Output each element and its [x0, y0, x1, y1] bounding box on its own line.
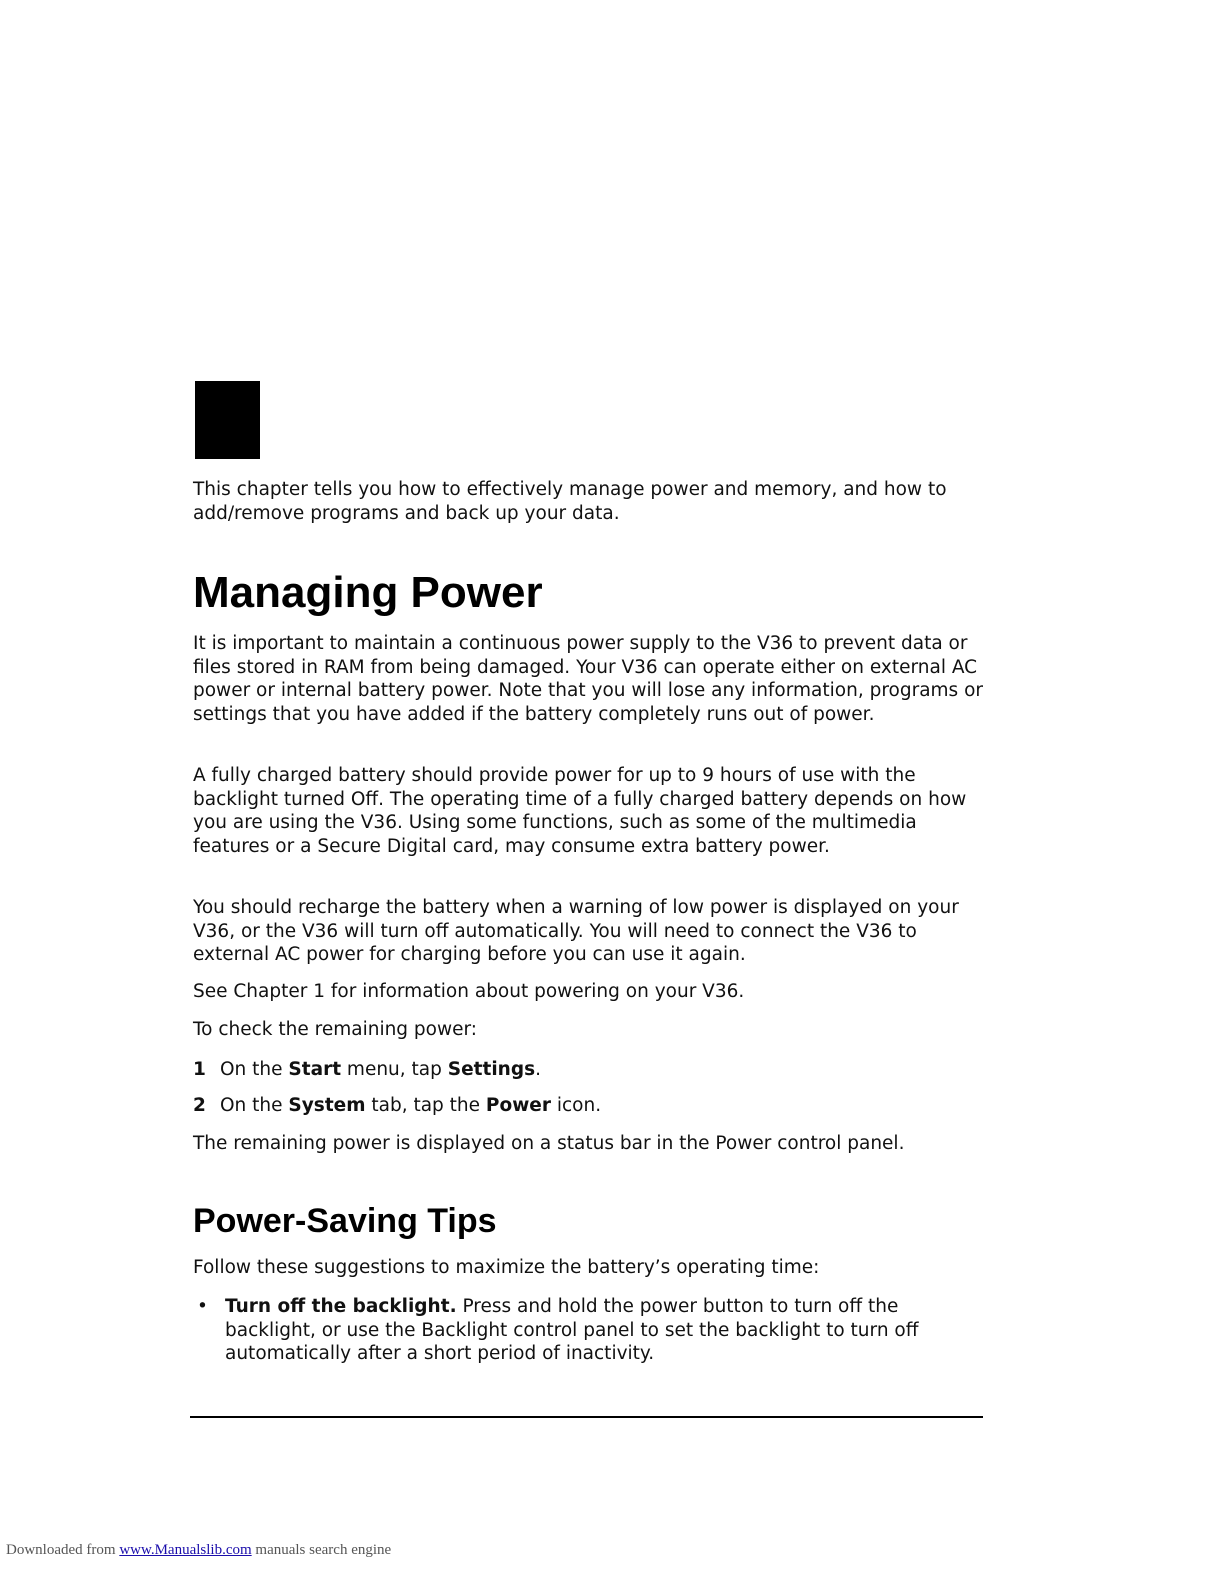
step-text: . [535, 1059, 541, 1080]
chapter-marker-block [195, 381, 260, 459]
bullet-text [225, 1295, 985, 1366]
step-text: menu, tap [341, 1059, 448, 1080]
footer-suffix: manuals search engine [251, 1542, 392, 1558]
step-bold-term: Settings [447, 1059, 536, 1080]
step-1 [193, 1058, 983, 1082]
step-bold-term: System [288, 1095, 366, 1116]
paragraph-power-supply: It is important to maintain a continuous power supply to the V36 to prevent data or files stored in RAM from being damaged. Your V36 can operate either on external AC power or internal battery power. Note that you will lose any information, programs or settings that you have added if the battery completely runs out of power. [193, 633, 983, 725]
step-bold-term: Power [485, 1095, 551, 1116]
footer-prefix: Downloaded from [6, 1542, 120, 1558]
paragraph-check-power: To check the remaining power: [193, 1019, 478, 1040]
chapter-intro: This chapter tells you how to effectively manage power and memory, and how to add/remove programs and back up your data. [193, 479, 947, 524]
paragraph-status-bar: The remaining power is displayed on a status bar in the Power control panel. [193, 1133, 905, 1154]
step-text: tab, tap the [365, 1095, 486, 1116]
step-number: 1 [193, 1059, 206, 1080]
bullet-bold-term: Turn off the backlight. [225, 1296, 457, 1317]
bullet-dot-icon: • [197, 1296, 208, 1317]
footer-rule [190, 1416, 983, 1418]
paragraph-battery-life: A fully charged battery should provide power for up to 9 hours of use with the backlight turned Off. The operating time of a fully charged battery depends on how you are using the V36. Using some functions, such as some of the multimedia features or a Secure Digital card, may consume extra battery power. [193, 765, 967, 857]
section-title: Managing Power [193, 568, 543, 617]
paragraph-see-chapter: See Chapter 1 for information about powering on your V36. [193, 981, 745, 1002]
step-text: icon. [550, 1095, 602, 1116]
step-text: On the [220, 1095, 289, 1116]
subsection-intro: Follow these suggestions to maximize the battery’s operating time: [193, 1257, 820, 1278]
paragraph-recharge: You should recharge the battery when a warning of low power is displayed on your V36, or the V36 will turn off automatically. You will need to connect the V36 to external AC power for charging before you can use it again. [193, 897, 959, 965]
step-text: On the [220, 1059, 289, 1080]
footer-link[interactable]: www.Manualslib.com [119, 1542, 252, 1558]
download-footer [6, 1542, 391, 1559]
step-number: 2 [193, 1095, 206, 1116]
step-2 [193, 1094, 983, 1118]
subsection-title: Power-Saving Tips [193, 1202, 497, 1240]
bullet-body: Press and hold the power button to turn off the backlight, or use the Backlight control panel to set the backlight to turn off automatically after a short period of inactivity. [225, 1296, 919, 1364]
step-bold-term: Start [288, 1059, 342, 1080]
